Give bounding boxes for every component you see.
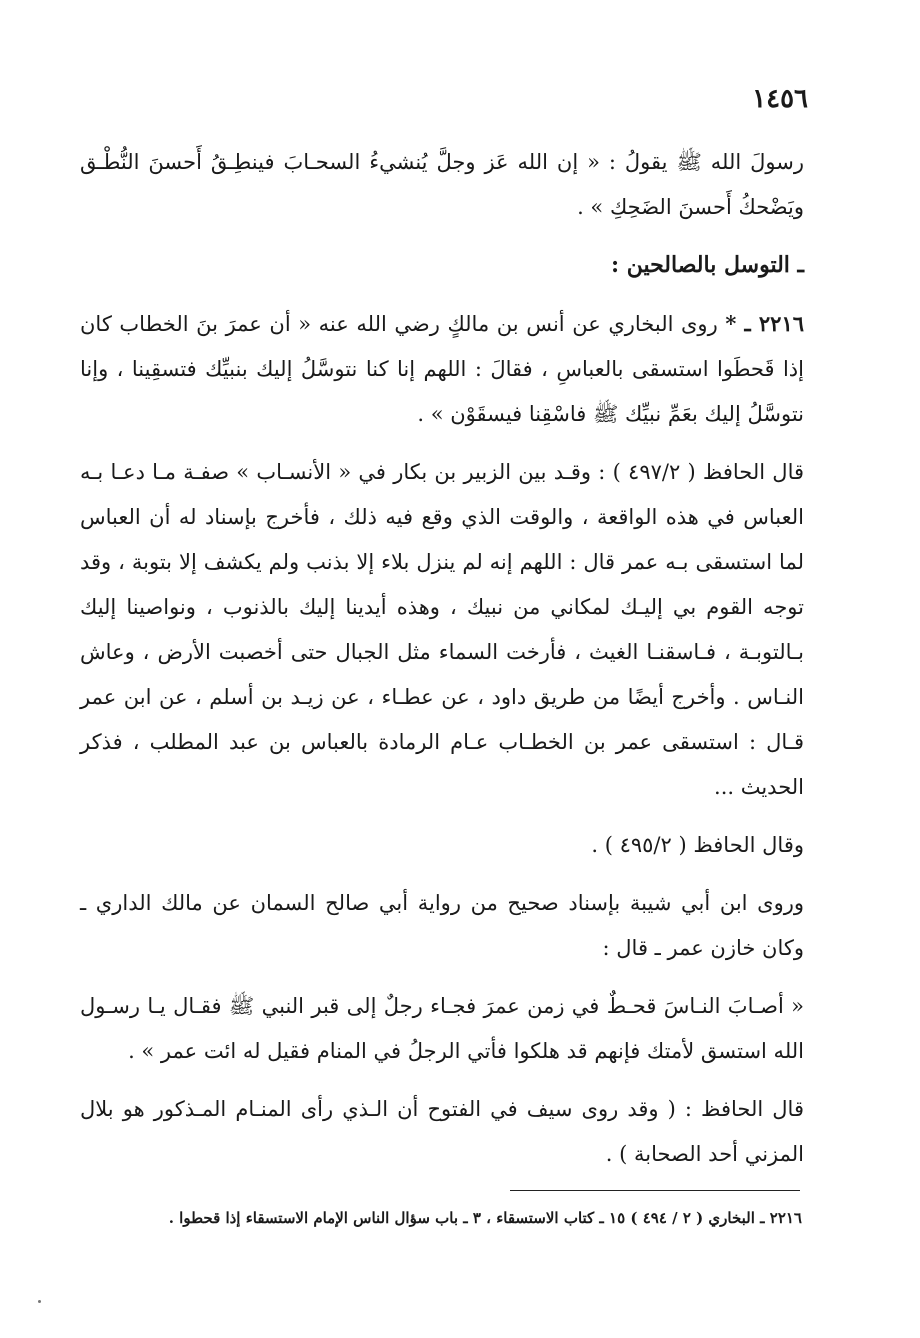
paragraph-hafiz-reference: وقال الحافظ ( ٤٩٥/٢ ) .	[591, 833, 804, 857]
page-number: ١٤٥٦	[752, 84, 808, 114]
scan-speck	[38, 1300, 41, 1303]
paragraph-continuation: رسولَ الله ﷺ يقولُ : « إن الله عَز وجلَّ يُنشيءُ السحـابَ فينطِـقُ أَحسنَ النُّطْـق ويَضْحكُ أَحسنَ الضَحِكِ » .	[80, 150, 804, 219]
paragraph-quotation: « أصـابَ النـاسَ قحـطٌ في زمن عمرَ فجـاء رجلٌ إلى قبر النبي ﷺ فقـال يـا رسـول الله استسق لأمتك فإنهم قد هلكوا فأتي الرجلُ في المنام فقيل له ائت عمر » .	[80, 994, 804, 1063]
footnote-divider	[510, 1190, 800, 1191]
paragraph-hafiz-note: قال الحافظ : ( وقد روى سيف في الفتوح أن الـذي رأى المنـام المـذكور هو بلال المزني أحد الصحابة ) .	[80, 1097, 804, 1166]
section-heading: ـ التوسل بالصالحين :	[610, 252, 804, 278]
page-body	[80, 140, 804, 1190]
hadith-number: ٢٢١٦ ـ *	[725, 311, 805, 336]
paragraph-ibn-abi-shaybah: وروى ابن أبي شيبة بإسناد صحيح من رواية أبي صالح السمان عن مالك الداري ـ وكان خازن عمر ـ قال :	[80, 891, 804, 960]
hadith-paragraph	[80, 301, 804, 437]
paragraph-hafiz-commentary: قال الحافظ ( ٤٩٧/٢ ) : وقـد بين الزبير بن بكار في « الأنسـاب » صفـة مـا دعـا بـه العباس في هذه الواقعة ، والوقت الذي وقع فيه ذلك ، فأخرج بإسناد له أن العباس لما استسقى بـه عمر قال : اللهم إنه لم ينزل بلاء إلا بذنب ولم يكشف إلا بتوبة ، وقد توجه القوم بي إليـك لمكاني من نبيك ، وهذه أيدينا إليك بالذنوب ، ونواصينا إليك بـالتوبـة ، فـاسقنـا الغيث ، فأرخت السماء مثل الجبال حتى أخصبت الأرض ، وعاش النـاس . وأخرج أيضًا من طريق داود ، عن عطـاء ، عن زيـد بن أسلم ، عن ابن عمر قـال : استسقى عمر بن الخطـاب عـام الرمادة بالعباس بن عبد المطلب ، فذكر الحديث ...	[80, 460, 805, 799]
footnote: ٢٢١٦ ـ البخاري ( ٢ / ٤٩٤ ) ١٥ ـ كتاب الاستسقاء ، ٣ ـ باب سؤال الناس الإمام الاستسقاء إذا قحطوا .	[168, 1209, 802, 1227]
hadith-text: روى البخاري عن أنس بن مالكٍ رضي الله عنه « أن عمرَ بنَ الخطاب كان إذا قَحطَوا استسقى بالعباسِ ، فقالَ : اللهم إنا كنا نتوسَّلُ إليك بنبيِّك فتسقِينا ، وإنا نتوسَّلُ إليك بعَمِّ نبيِّك ﷺ فاسْقِنا فيسقَوْن » .	[80, 312, 804, 426]
